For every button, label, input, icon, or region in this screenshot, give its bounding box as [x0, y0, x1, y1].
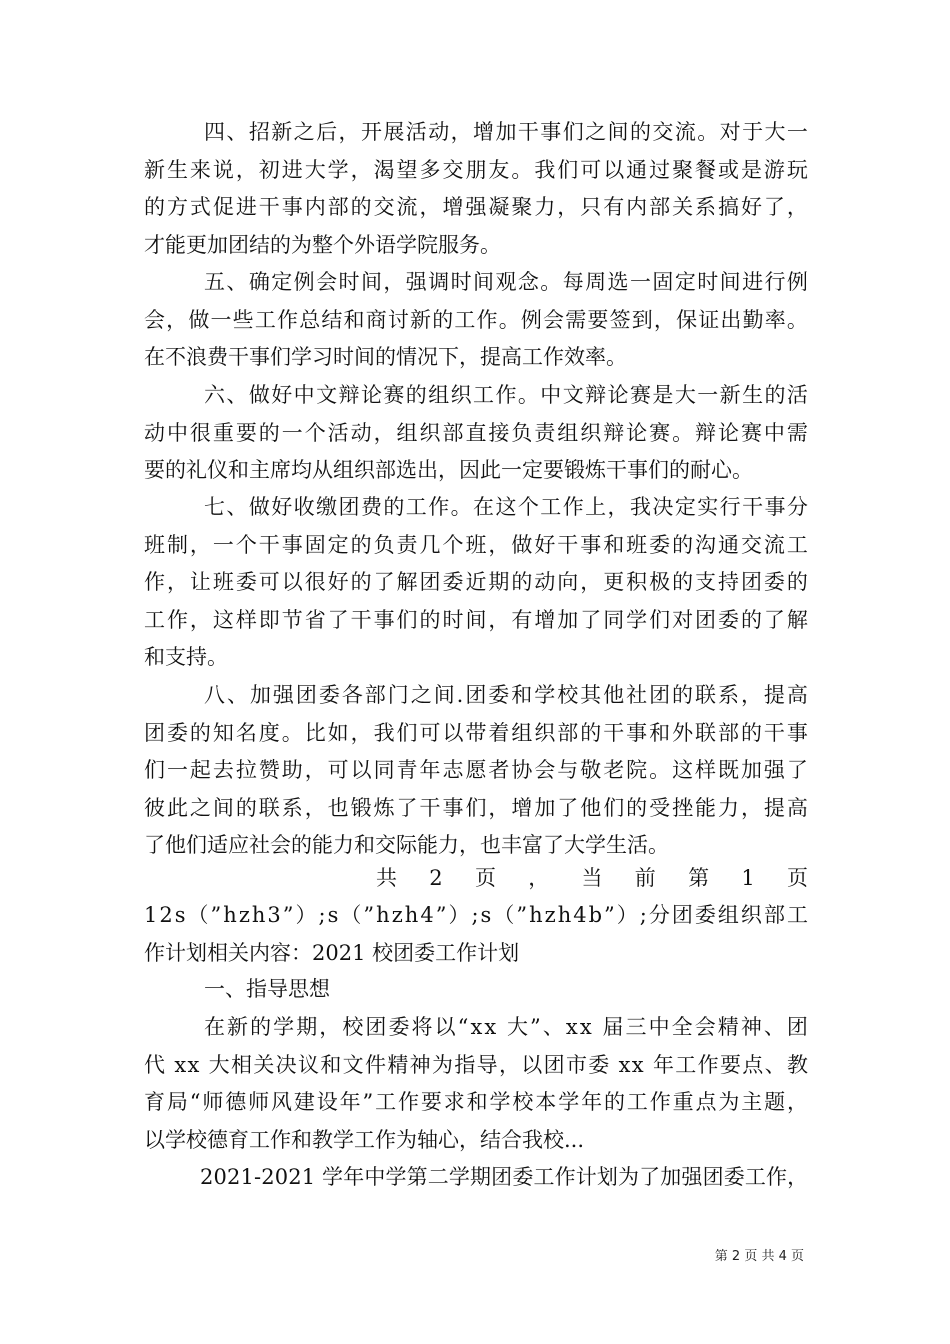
text-line: 团委的知名度。比如，我们可以带着组织部的干事和外联部的干事: [144, 720, 810, 745]
text-line: 作，让班委可以很好的了解团委近期的动向，更积极的支持团委的: [144, 570, 810, 594]
paragraph-7: [144, 489, 808, 677]
marker-char: 前: [634, 866, 656, 890]
paragraph-guiding: [144, 1009, 808, 1159]
section-heading: [144, 971, 808, 1009]
text-line: 作计划相关内容：2021 校团委工作计划: [144, 940, 520, 965]
text-line: 在新的学期，校团委将以“xx 大”、xx 届三中全会精神、团: [204, 1015, 810, 1039]
text-line: 们一起去拉赞助，可以同青年志愿者协会与敬老院。这样既加强了: [144, 758, 810, 782]
paragraph-6: [144, 377, 808, 490]
marker-char: 页: [787, 866, 808, 890]
text-line: 和支持。: [144, 645, 228, 669]
text-line: 五、确定例会时间，强调时间观念。每周选一固定时间进行例: [204, 270, 810, 294]
text-line: 彼此之间的联系，也锻炼了干事们，增加了他们的受挫能力，提高: [144, 795, 810, 820]
text-line: 育局“师德师风建设年”工作要求和学校本学年的工作重点为主题，: [144, 1090, 810, 1114]
related-content: [144, 897, 808, 972]
marker-char: 当: [581, 866, 603, 890]
text-line: 2021-2021 学年中学第二学期团委工作计划为了加强团委工作，: [200, 1165, 809, 1189]
marker-char: 1: [741, 866, 755, 890]
text-line: 新生来说，初进大学，渴望多交朋友。我们可以通过聚餐或是游玩: [144, 157, 810, 182]
heading-text: 一、指导思想: [204, 977, 330, 1001]
text-line: 工作，这样即节省了干事们的时间，有增加了同学们对团委的了解: [144, 607, 810, 632]
marker-char: 页: [474, 866, 496, 890]
text-line: 八、加强团委各部门之间.团委和学校其他社团的联系，提高: [204, 683, 810, 707]
text-line: 了他们适应社会的能力和交际能力，也丰富了大学生活。: [144, 833, 669, 857]
text-line: 在不浪费干事们学习时间的情况下，提高工作效率。: [144, 345, 627, 369]
paragraph-5: [144, 264, 808, 377]
paragraph-last: [144, 1159, 808, 1197]
paragraph-8: [144, 677, 808, 865]
paragraph-4: [144, 114, 808, 264]
text-line: 才能更加团结的为整个外语学院服务。: [144, 232, 501, 257]
page-number-footer: 第 2 页 共 4 页: [714, 1249, 804, 1264]
text-line: 12s（”hzh3”）;s（”hzh4”）;s（”hzh4b”）;分团委组织部工: [144, 903, 810, 927]
text-line: 要的礼仪和主席均从组织部选出，因此一定要锻炼干事们的耐心。: [144, 458, 753, 482]
text-line: 六、做好中文辩论赛的组织工作。中文辩论赛是大一新生的活: [204, 383, 810, 407]
text-line: 会，做一些工作总结和商讨新的工作。例会需要签到，保证出勤率。: [144, 307, 810, 332]
text-line: 四、招新之后，开展活动，增加干事们之间的交流。对于大一: [204, 120, 810, 144]
text-line: 七、做好收缴团费的工作。在这个工作上，我决定实行干事分: [204, 495, 810, 519]
inline-page-marker: [376, 860, 808, 898]
marker-char: ，: [528, 866, 550, 890]
text-line: 动中很重要的一个活动，组织部直接负责组织辩论赛。辩论赛中需: [144, 420, 810, 445]
text-line: 代 xx 大相关决议和文件精神为指导，以团市委 xx 年工作要点、教: [144, 1052, 810, 1077]
text-line: 以学校德育工作和教学工作为轴心，结合我校...: [144, 1127, 585, 1152]
marker-char: 第: [688, 866, 710, 890]
marker-char: 2: [429, 866, 443, 890]
text-line: 班制，一个干事固定的负责几个班，做好干事和班委的沟通交流工: [144, 532, 810, 557]
text-line: 的方式促进干事内部的交流，增强凝聚力，只有内部关系搞好了，: [144, 195, 810, 219]
marker-char: 共: [376, 866, 397, 890]
